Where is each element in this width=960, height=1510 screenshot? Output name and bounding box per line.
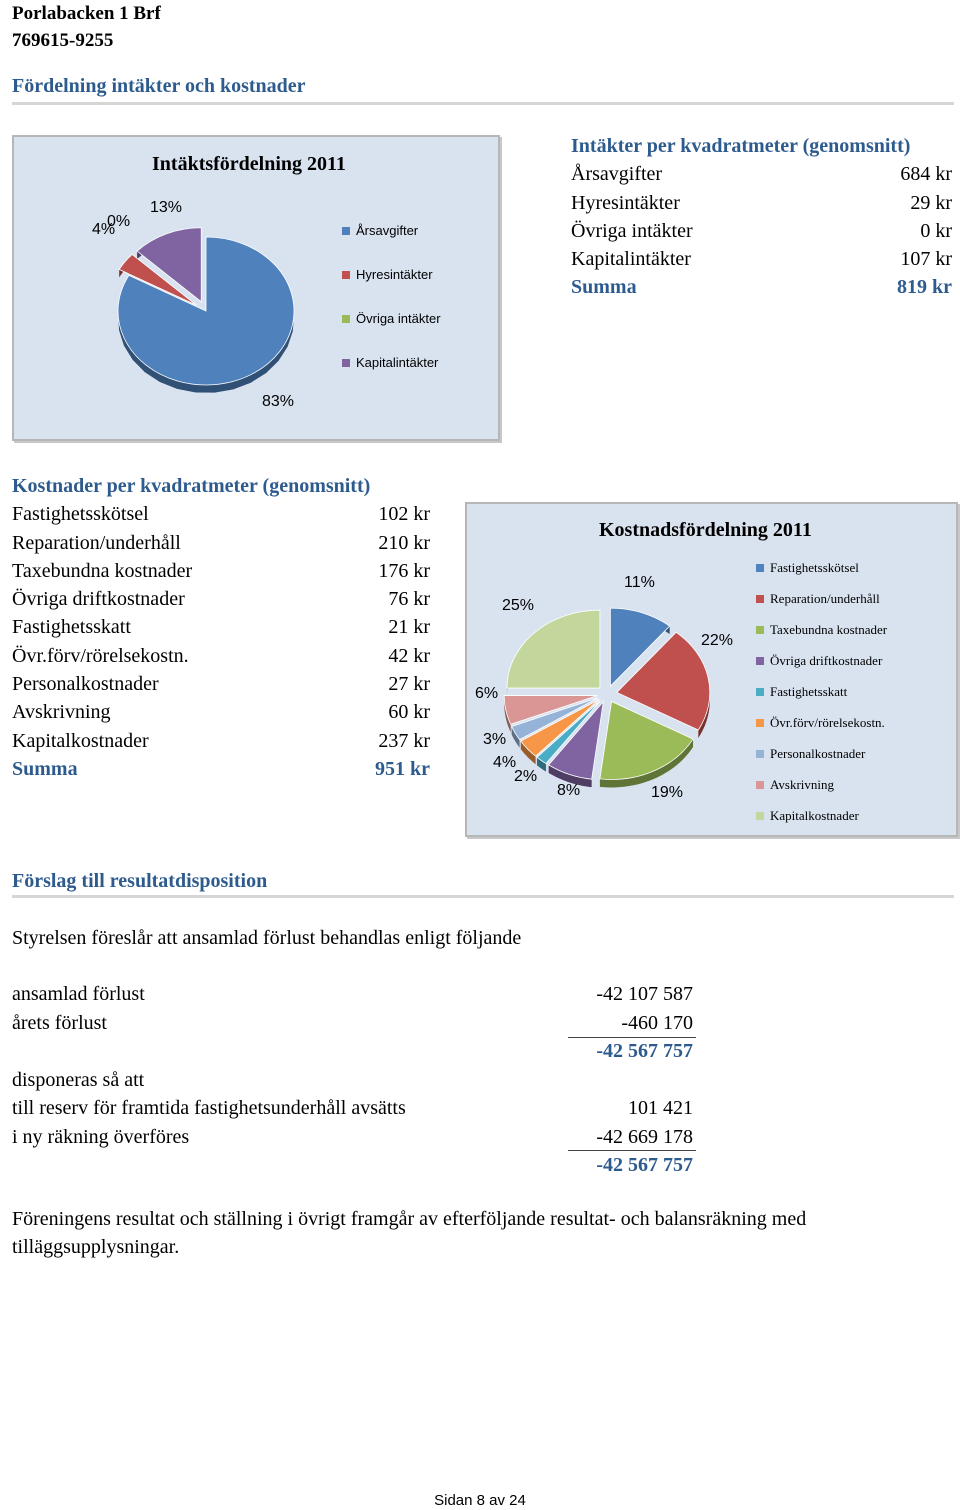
cost-table <box>12 472 430 783</box>
table-row: Personalkostnader 27 kr <box>12 673 430 696</box>
table-row: till reserv för framtida fastighetsunderhåll avsätts 101 421 <box>12 1097 693 1119</box>
cost-pct-7: 6% <box>475 685 499 702</box>
pie-slice-årsavgifter <box>118 237 294 385</box>
table-row: i ny räkning överföres -42 669 178 <box>12 1125 693 1148</box>
cost-pct-1: 22% <box>701 632 734 649</box>
income-pct-ovriga: 0% <box>107 213 131 230</box>
income-pct-kapitalintakter: 13% <box>150 199 183 216</box>
table-row: Övriga intäkter 0 kr <box>571 219 952 242</box>
section-title-proposal: Förslag till resultatdisposition <box>12 870 268 892</box>
income-legend-0: Årsavgifter <box>342 223 418 238</box>
section-title-distribution: Fördelning intäkter och kostnader <box>12 75 306 97</box>
table-row: Reparation/underhåll 210 kr <box>12 531 430 554</box>
org-number: 769615-9255 <box>12 30 114 51</box>
income-sum-row: Summa 819 kr <box>571 276 952 299</box>
cost-pct-4: 2% <box>514 768 538 785</box>
table-row: Hyresintäkter 29 kr <box>571 191 952 214</box>
legend-swatch <box>756 657 764 665</box>
table-row: Kapitalkostnader 237 kr <box>12 729 430 752</box>
cost-pct-3: 8% <box>557 782 581 799</box>
income-chart-box <box>12 135 500 441</box>
income-table-header: Intäkter per kvadratmeter (genomsnitt) <box>571 135 911 157</box>
cost-legend-5: Övr.förv/rörelsekostn. <box>756 715 885 731</box>
legend-swatch <box>756 688 764 696</box>
income-legend-3: Kapitalintäkter <box>342 355 438 370</box>
cost-pie-chart <box>467 504 956 835</box>
cost-sum-row: Summa 951 kr <box>12 757 430 780</box>
cost-pct-5: 4% <box>493 754 517 771</box>
company-header <box>12 0 161 54</box>
sum-underline <box>568 1037 696 1038</box>
income-table <box>571 132 952 302</box>
cost-pct-8: 25% <box>502 597 535 614</box>
table-row: Fastighetsskatt 21 kr <box>12 616 430 639</box>
sum-underline <box>568 1150 696 1151</box>
income-legend-1: Hyresintäkter <box>342 267 433 282</box>
legend-swatch <box>756 626 764 634</box>
cost-pct-6: 3% <box>483 731 507 748</box>
section-divider <box>12 102 954 105</box>
cost-legend-1: Reparation/underhåll <box>756 591 880 607</box>
cost-chart-title: Kostnadsfördelning 2011 <box>599 519 812 541</box>
legend-swatch <box>342 359 350 367</box>
income-pct-arsavgifter: 83% <box>262 393 295 410</box>
income-legend-2: Övriga intäkter <box>342 311 441 326</box>
cost-legend-2: Taxebundna kostnader <box>756 622 887 638</box>
table-row: Avskrivning 60 kr <box>12 701 430 724</box>
income-pct-hyresintakter: 4% <box>92 221 116 238</box>
legend-swatch <box>756 564 764 572</box>
legend-swatch <box>756 750 764 758</box>
closing-text: Föreningens resultat och ställning i övrigt framgår av efterföljande resultat- och balansräkning med tilläggsupplysningar. <box>12 1208 807 1259</box>
pie-slice-kapitalkostnader <box>507 610 600 688</box>
table-row: Övr.förv/rörelsekostn. 42 kr <box>12 644 430 667</box>
cost-table-header: Kostnader per kvadratmeter (genomsnitt) <box>12 475 371 497</box>
table-row: -42 567 757 <box>596 1154 693 1176</box>
income-chart-title: Intäktsfördelning 2011 <box>152 153 346 175</box>
income-pie-chart <box>14 137 498 439</box>
legend-swatch <box>756 595 764 603</box>
table-row: ansamlad förlust -42 107 587 <box>12 983 693 1005</box>
cost-legend-6: Personalkostnader <box>756 746 865 762</box>
legend-swatch <box>342 227 350 235</box>
cost-chart-box <box>465 502 958 837</box>
table-row: Taxebundna kostnader 176 kr <box>12 559 430 582</box>
table-row: Årsavgifter 684 kr <box>571 163 952 186</box>
cost-legend-0: Fastighetsskötsel <box>756 560 859 576</box>
table-row: årets förlust -460 170 <box>12 1011 693 1034</box>
legend-swatch <box>756 812 764 820</box>
cost-pct-2: 19% <box>651 784 684 801</box>
cost-legend-7: Avskrivning <box>756 777 834 793</box>
legend-swatch <box>342 271 350 279</box>
legend-swatch <box>756 719 764 727</box>
legend-swatch <box>756 781 764 789</box>
company-name: Porlabacken 1 Brf <box>12 3 161 24</box>
table-row: Fastighetsskötsel 102 kr <box>12 503 430 526</box>
section-divider <box>12 895 954 898</box>
cost-legend-3: Övriga driftkostnader <box>756 653 882 669</box>
table-row: -42 567 757 <box>596 1040 693 1062</box>
cost-legend-4: Fastighetsskatt <box>756 684 847 700</box>
cost-legend-8: Kapitalkostnader <box>756 808 859 824</box>
page-footer: Sidan 8 av 24 <box>434 1492 526 1509</box>
legend-swatch <box>342 315 350 323</box>
table-row: Kapitalintäkter 107 kr <box>571 248 952 271</box>
table-row: disponeras så att <box>12 1068 145 1091</box>
cost-pct-0: 11% <box>624 574 655 591</box>
table-row: Övriga driftkostnader 76 kr <box>12 588 430 611</box>
proposal-intro: Styrelsen föreslår att ansamlad förlust behandlas enligt följande <box>12 927 522 949</box>
